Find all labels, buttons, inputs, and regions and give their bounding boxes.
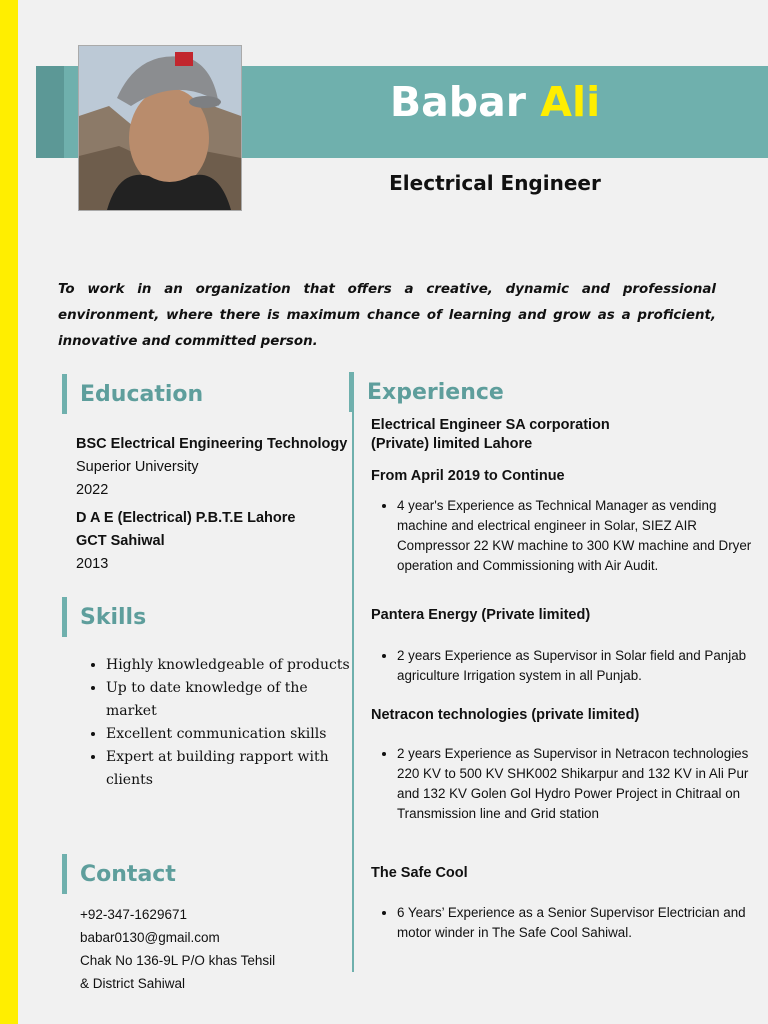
job-detail-item: • 2 years Experience as Supervisor in Netracon technologies 220 KV to 500 KV SHK002 Shikarpur and 132 KV in Ali Pur and 132 KV Golen Gol Hydro Power Project in Chitraal on Transmission line and Grid station	[397, 744, 757, 824]
skill-item: • Excellent communication skills	[106, 723, 351, 746]
education-entry	[76, 433, 347, 502]
first-name: Babar	[389, 78, 527, 126]
education-title: Education	[80, 381, 204, 407]
job-title: Electrical Engineer	[389, 171, 601, 195]
company-line: Electrical Engineer SA corporation	[371, 417, 610, 433]
experience-title: Experience	[367, 379, 504, 405]
job-details	[378, 903, 757, 943]
institution: GCT Sahiwal	[76, 533, 165, 549]
skill-item: • Up to date knowledge of the market	[106, 677, 351, 723]
email-address: babar0130@gmail.com	[80, 930, 220, 945]
career-objective: To work in an organization that offers a creative, dynamic and professional environment, where there is maximum chance of learning and grow as a proficient, innovative and committed person.	[58, 282, 716, 349]
banner-accent-block	[36, 66, 64, 158]
job-detail-item: • 2 years Experience as Supervisor in Solar field and Panjab agriculture Irrigation system in all Punjab.	[397, 646, 757, 686]
candidate-name	[330, 78, 660, 126]
section-marker	[62, 374, 67, 414]
job-detail-item: • 6 Years’ Experience as a Senior Supervisor Electrician and motor winder in The Safe Cool Sahiwal.	[397, 903, 757, 943]
job-details	[378, 646, 757, 686]
job-details	[378, 496, 757, 576]
section-marker	[62, 854, 67, 894]
graduation-year: 2013	[76, 556, 109, 572]
left-accent-strip	[0, 0, 18, 1024]
job-company: Pantera Energy (Private limited)	[371, 607, 591, 623]
address-line: Chak No 136-9L P/O khas Tehsil	[80, 953, 276, 968]
graduation-year: 2022	[76, 482, 109, 498]
skill-item: • Highly knowledgeable of products	[106, 654, 351, 677]
section-marker	[349, 372, 354, 412]
education-heading	[62, 374, 203, 414]
contact-title: Contact	[80, 861, 176, 887]
section-marker	[62, 597, 67, 637]
contact-heading	[62, 854, 176, 894]
company-line: (Private) limited Lahore	[371, 436, 533, 452]
education-entry	[76, 507, 295, 576]
skills-heading	[62, 597, 146, 637]
profile-photo	[79, 46, 241, 210]
profile-photo-illustration	[79, 46, 241, 210]
skills-list	[88, 654, 351, 792]
job-company	[371, 416, 751, 454]
degree: BSC Electrical Engineering Technology	[76, 436, 348, 452]
job-period: From April 2019 to Continue	[371, 468, 565, 484]
address-line: & District Sahiwal	[80, 976, 186, 991]
job-detail-item: • 4 year's Experience as Technical Manager as vending machine and electrical engineer in Solar, SIEZ AIR Compressor 22 KW machine to 300 KW machine and Dryer operation and Commissioning with Air Audit.	[397, 496, 757, 576]
contact-details	[80, 903, 275, 995]
degree: D A E (Electrical) P.B.T.E Lahore	[76, 510, 296, 526]
last-name: Ali	[540, 78, 601, 126]
experience-heading	[349, 372, 504, 412]
skills-title: Skills	[80, 604, 147, 630]
skill-item: • Expert at building rapport with clients	[106, 746, 351, 792]
column-divider	[352, 410, 354, 972]
job-company: The Safe Cool	[371, 865, 468, 881]
institution: Superior University	[76, 459, 199, 475]
job-company: Netracon technologies (private limited)	[371, 707, 640, 723]
phone-number: +92-347-1629671	[80, 907, 187, 922]
job-details	[378, 744, 757, 824]
